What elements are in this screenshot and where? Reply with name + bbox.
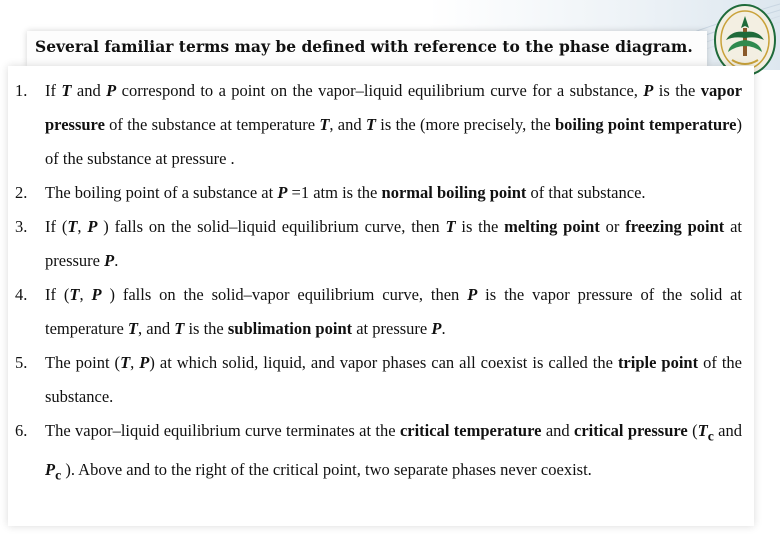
item-text: If (T, P ) falls on the solid–vapor equilibrium curve, then P is the vapor pressure of the solid at temperature T, and T is the sublimation point at pressure P. [45, 285, 743, 338]
item-text: If T and P correspond to a point on the vapor–liquid equilibrium curve for a substance, P is the vapor pressure of the substance at temperature T, and T is the (more precisely, the boiling point temperature) of the substance at pressure . [45, 81, 743, 168]
item-number: 5. [15, 353, 28, 372]
item-number: 6. [15, 421, 28, 440]
list-item-6 [15, 414, 742, 493]
definition-list [15, 74, 742, 493]
item-text: The point (T, P) at which solid, liquid, and vapor phases can all coexist is called the triple point of the substance. [45, 353, 743, 406]
item-number: 3. [15, 217, 28, 236]
list-item-5 [15, 346, 742, 414]
item-text: The vapor–liquid equilibrium curve terminates at the critical temperature and critical pressure ($T_c$ and $P_c$ ). Above and to the right of the critical point, two separate phases never coexist. [45, 421, 743, 483]
list-item-1 [15, 74, 742, 176]
item-number: 1. [15, 81, 28, 100]
list-item-3 [15, 210, 742, 278]
item-number: 2. [15, 183, 28, 202]
slide-title: Several familiar terms may be defined with reference to the phase diagram. [35, 37, 693, 56]
list-item-2 [15, 176, 742, 210]
item-text: The boiling point of a substance at P =1 atm is the normal boiling point of that substance. [45, 183, 646, 202]
item-number: 4. [15, 285, 28, 304]
item-text: If (T, P ) falls on the solid–liquid equilibrium curve, then T is the melting point or freezing point at pressure P. [45, 217, 742, 270]
list-item-4 [15, 278, 742, 346]
